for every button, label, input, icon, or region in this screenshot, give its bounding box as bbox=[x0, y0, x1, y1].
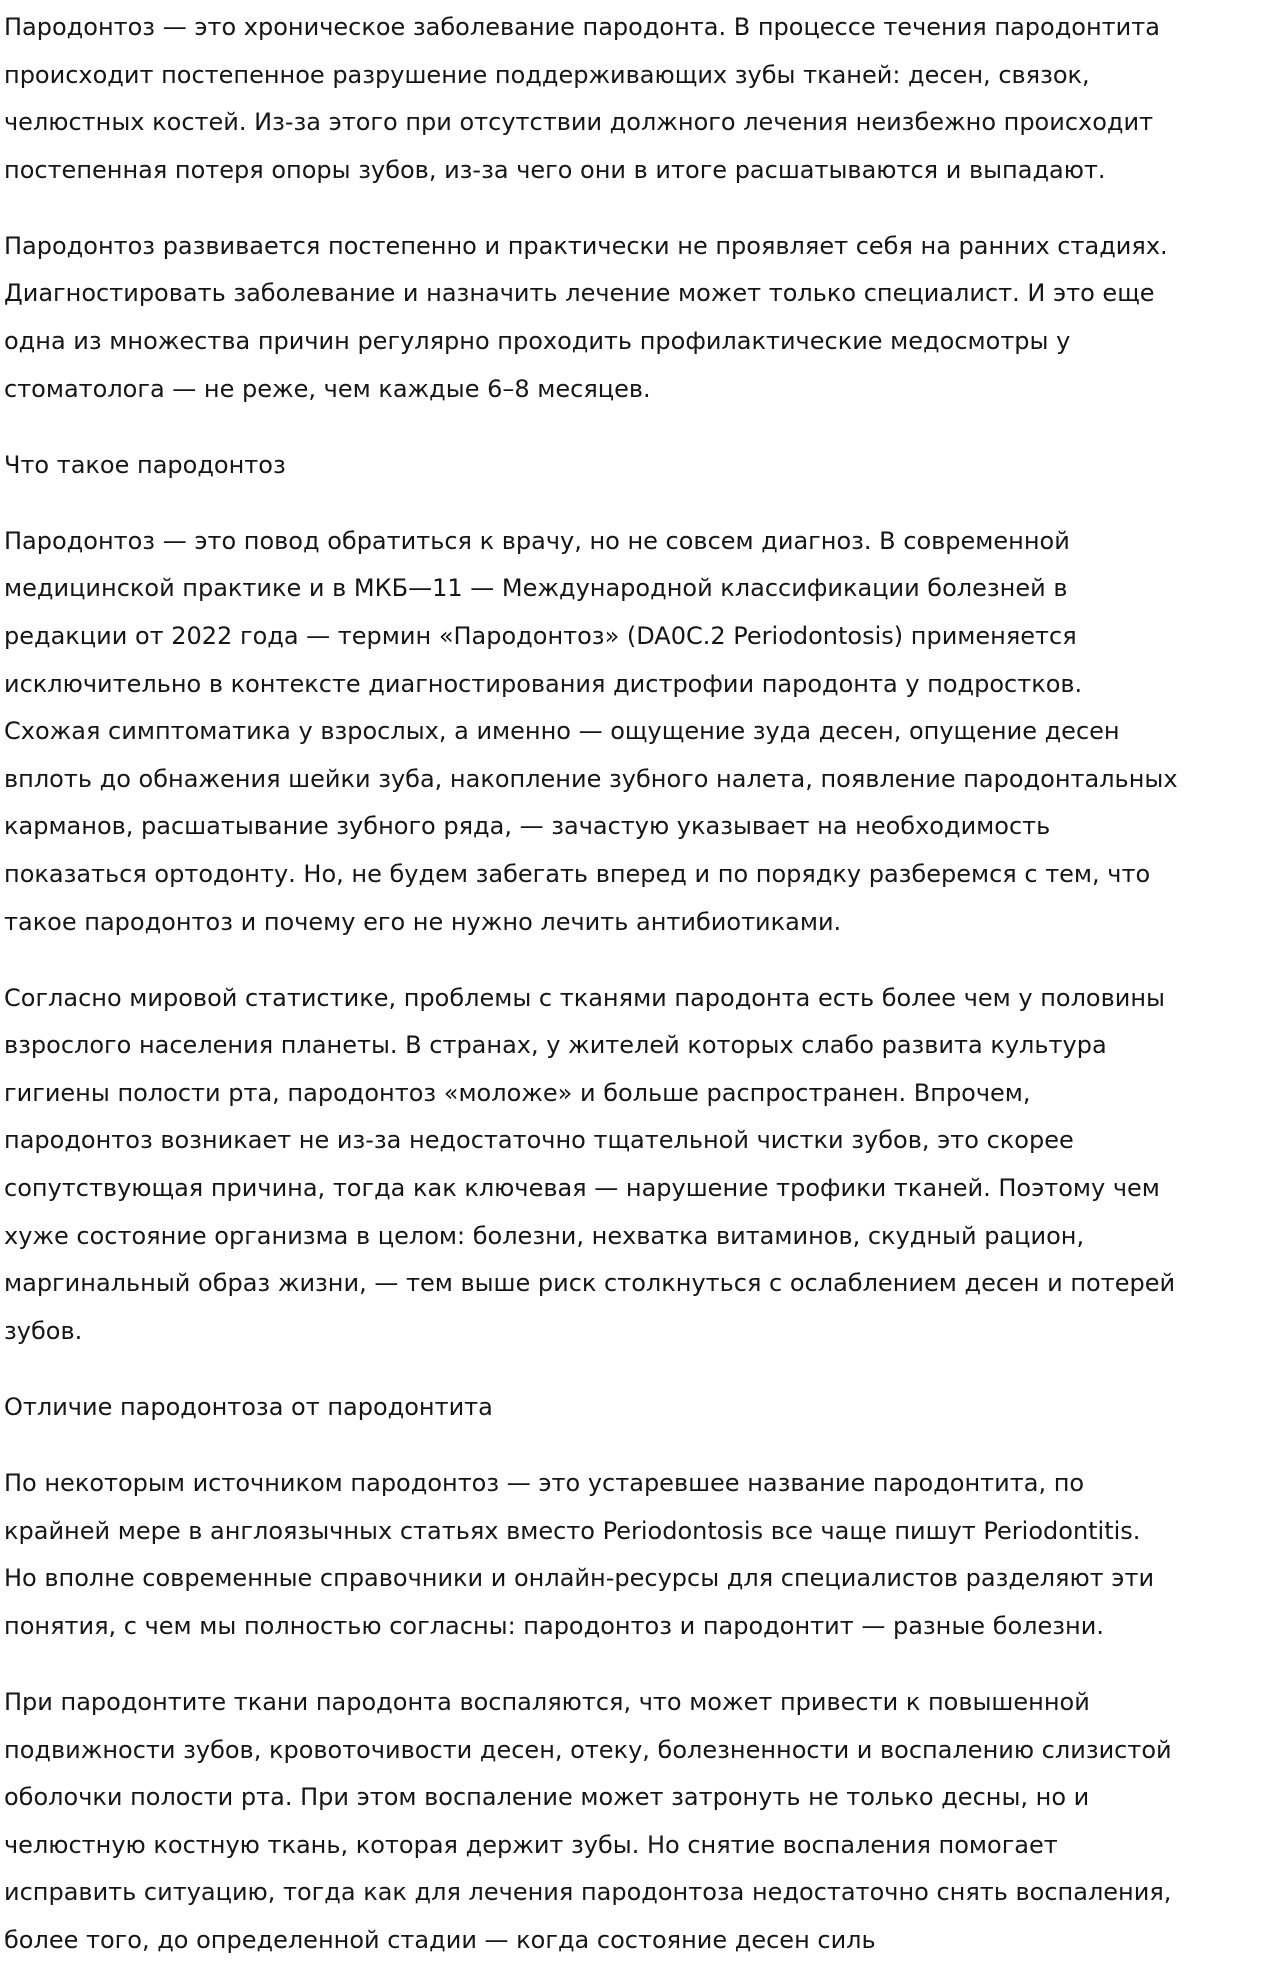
text-line: По некоторым источником пародонтоз — это устаревшее название пародонтита, по bbox=[4, 1469, 1085, 1498]
text-line: исправить ситуацию, тогда как для лечения пародонтоза недостаточно снять воспаления, bbox=[4, 1878, 1172, 1907]
text-line: показаться ортодонту. Но, не будем забегать вперед и по порядку разберемся с тем, что bbox=[4, 860, 1151, 888]
text-line: Пародонтоз — это хроническое заболевание пародонта. В процессе течения пародонтита bbox=[4, 13, 1160, 41]
text-line: постепенная потеря опоры зубов, из-за чего они в итоге расшатываются и выпадают. bbox=[4, 155, 1106, 184]
heading-line: Что такое пародонтоз bbox=[4, 450, 286, 479]
text-line: гигиены полости рта, пародонтоз «моложе» и больше распространен. Впрочем, bbox=[4, 1078, 1031, 1107]
text-line: подвижности зубов, кровоточивости десен, отеку, болезненности и воспалению слизистой bbox=[4, 1735, 1172, 1764]
text-line: челюстных костей. Из-за этого при отсутствии должного лечения неизбежно происходит bbox=[4, 108, 1154, 137]
text-line: взрослого населения планеты. В странах, у жителей которых слабо развита культура bbox=[4, 1031, 1107, 1060]
text-line: Пародонтоз развивается постепенно и практически не проявляет себя на ранних стадиях. bbox=[4, 231, 1168, 260]
text-line: исключительно в контексте диагностирования дистрофии пародонта у подростков. bbox=[4, 669, 1083, 698]
text-line: стоматолога — не реже, чем каждые 6–8 месяцев. bbox=[4, 374, 651, 403]
paragraph bbox=[4, 975, 1270, 1356]
text-line: хуже состояние организма в целом: болезни, нехватка витаминов, скудный рацион, bbox=[4, 1221, 1085, 1250]
paragraph bbox=[4, 4, 1270, 194]
paragraph bbox=[4, 1460, 1270, 1650]
text-line: челюстную костную ткань, которая держит зубы. Но снятие воспаления помогает bbox=[4, 1830, 1058, 1859]
text-line: Пародонтоз — это повод обратиться к врачу, но не совсем диагноз. В современной bbox=[4, 526, 1070, 555]
text-line: Схожая симптоматика у взрослых, а именно — ощущение зуда десен, опущение десен bbox=[4, 717, 1120, 746]
text-line: вплоть до обнажения шейки зуба, накопление зубного налета, появление пародонтальных bbox=[4, 764, 1178, 793]
section-heading bbox=[4, 1384, 1270, 1432]
text-line: медицинской практике и в МКБ—11 — Международной классификации болезней в bbox=[4, 574, 1068, 603]
text-line: зубов. bbox=[4, 1316, 83, 1345]
text-line: пародонтоз возникает не из-за недостаточно тщательной чистки зубов, это скорее bbox=[4, 1126, 1074, 1155]
text-line: сопутствующая причина, тогда как ключевая — нарушение трофики тканей. Поэтому чем bbox=[4, 1174, 1160, 1203]
text-line: понятия, с чем мы полностью согласны: пародонтоз и пародонтит — разные болезни. bbox=[4, 1611, 1104, 1640]
text-line: оболочки полости рта. При этом воспаление может затронуть не только десны, но и bbox=[4, 1783, 1090, 1812]
paragraph bbox=[4, 518, 1270, 946]
text-line: более того, до определенной стадии — когда состояние десен силь bbox=[4, 1925, 876, 1954]
text-line: Диагностировать заболевание и назначить лечение может только специалист. И это еще bbox=[4, 279, 1155, 308]
text-line: Но вполне современные справочники и онлайн-ресурсы для специалистов разделяют эти bbox=[4, 1564, 1155, 1593]
text-line: карманов, расшатывание зубного ряда, — зачастую указывает на необходимость bbox=[4, 812, 1051, 841]
text-line: Согласно мировой статистике, проблемы с тканями пародонта есть более чем у половины bbox=[4, 983, 1165, 1012]
text-line: одна из множества причин регулярно проходить профилактические медосмотры у bbox=[4, 327, 1071, 356]
paragraph bbox=[4, 1679, 1270, 1964]
text-line: крайней мере в англоязычных статьях вместо Periodontosis все чаще пишут Periodontitis. bbox=[4, 1516, 1141, 1545]
text-line: маргинальный образ жизни, — тем выше риск столкнуться с ослаблением десен и потерей bbox=[4, 1269, 1176, 1298]
paragraph bbox=[4, 223, 1270, 413]
heading-line: Отличие пародонтоза от пародонтита bbox=[4, 1392, 493, 1421]
text-line: редакции от 2022 года — термин «Пародонтоз» (DA0C.2 Periodontosis) применяется bbox=[4, 622, 1077, 651]
text-line: такое пародонтоз и почему его не нужно лечить антибиотиками. bbox=[4, 907, 842, 936]
section-heading bbox=[4, 442, 1270, 490]
text-line: При пародонтите ткани пародонта воспаляются, что может привести к повышенной bbox=[4, 1687, 1090, 1716]
text-line: происходит постепенное разрушение поддерживающих зубы тканей: десен, связок, bbox=[4, 60, 1090, 89]
